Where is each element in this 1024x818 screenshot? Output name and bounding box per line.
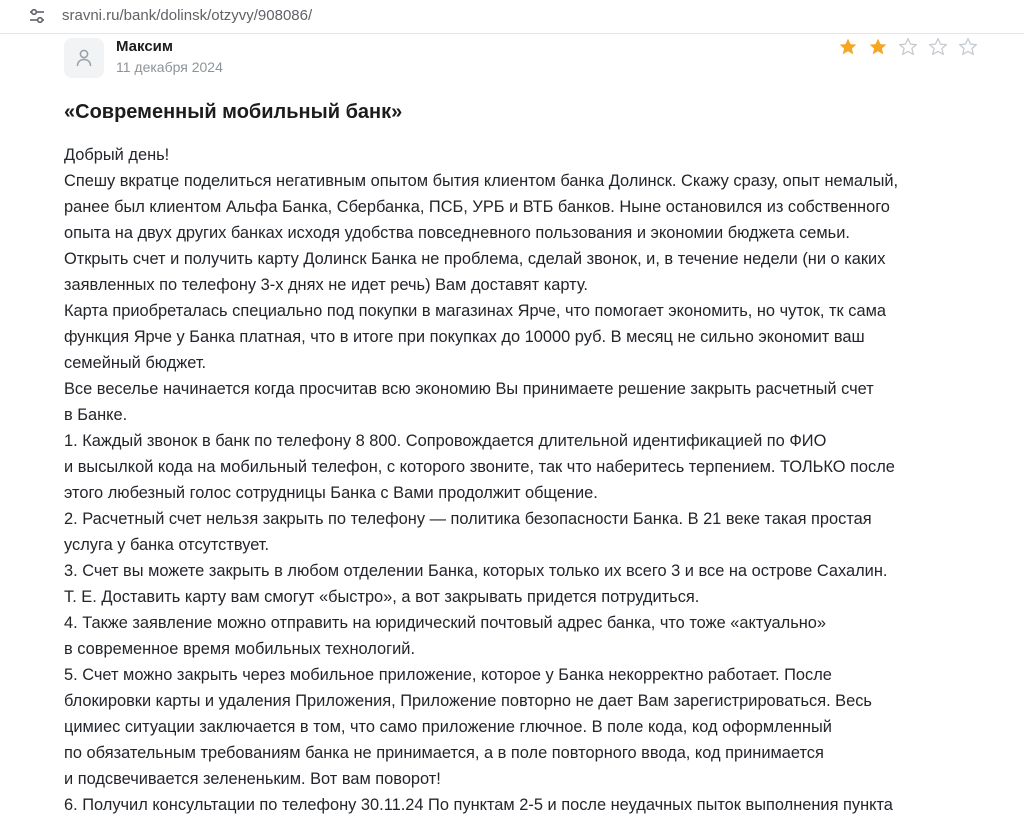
review-text-line: услуга у банка отсутствует.	[64, 536, 270, 554]
review-text-line: Открыть счет и получить карту Долинск Банка не проблема, сделай звонок, и, в течение недели (ни о каких	[64, 250, 886, 268]
review-text-line: этого любезный голос сотрудницы Банка с Вами продолжит общение.	[64, 484, 598, 502]
address-bar[interactable]	[0, 0, 1024, 34]
review-text-line: семейный бюджет.	[64, 354, 207, 372]
review-text-line: по обязательным требованиям банка не принимается, а в поле повторного ввода, код принимается	[64, 744, 824, 762]
review-text-line: опыта на двух других банках исходя удобства повседневного пользования и экономии бюджета семьи.	[64, 224, 850, 242]
review-text-line: и высылкой кода на мобильный телефон, с которого звоните, так что наберитесь терпением. ТОЛЬКО после	[64, 458, 895, 476]
star-empty-icon	[928, 37, 948, 57]
review-text-line: функция Ярче у Банка платная, что в итоге при покупках до 10000 руб. В месяц не сильно экономит ваш	[64, 328, 865, 346]
user-icon	[75, 48, 93, 68]
review-text-line: 4. Также заявление можно отправить на юридический почтовый адрес банка, что тоже «актуально»	[64, 614, 827, 632]
author-name: Максим	[116, 38, 173, 55]
star-filled-icon	[868, 37, 888, 57]
review-text-line: цимиес ситуации заключается в том, что само приложение глючное. В поле кода, код оформленный	[64, 718, 832, 736]
avatar	[64, 38, 104, 78]
review-text-line: 6. Получил консультации по телефону 30.11.24 По пунктам 2-5 и после неудачных пыток выполнения пункта	[64, 796, 893, 814]
review-text-line: в современное время мобильных технологий.	[64, 640, 416, 658]
review-text	[64, 142, 994, 818]
review-text-line: блокировки карты и удаления Приложения, Приложение повторно не дает Вам зарегистрироваться. Весь	[64, 692, 872, 710]
review-text-line: Спешу вкратце поделиться негативным опытом бытия клиентом банка Долинск. Скажу сразу, опыт немалый,	[64, 172, 899, 190]
review-text-line: в Банке.	[64, 406, 128, 424]
review-text-line: заявленных по телефону 3-х днях не идет речь) Вам доставят карту.	[64, 276, 588, 294]
review-text-line: 3. Счет вы можете закрыть в любом отделении Банка, которых только их всего 3 и все на острове Сахалин.	[64, 562, 888, 580]
review-card	[32, 34, 1024, 814]
star-rating	[838, 37, 988, 57]
review-text-line: ранее был клиентом Альфа Банка, Сбербанка, ПСБ, УРБ и ВТБ банков. Ныне остановился из собственного	[64, 198, 890, 216]
star-empty-icon	[958, 37, 978, 57]
tune-icon[interactable]	[28, 7, 46, 25]
review-text-line: 1. Каждый звонок в банк по телефону 8 800. Сопровождается длительной идентификацией по ФИО	[64, 432, 827, 450]
review-title: «Современный мобильный банк»	[64, 101, 403, 123]
star-filled-icon	[838, 37, 858, 57]
star-empty-icon	[898, 37, 918, 57]
review-text-line: Карта приобреталась специально под покупки в магазинах Ярче, что помогает экономить, но чуток, тк сама	[64, 302, 886, 320]
review-text-line: 5. Счет можно закрыть через мобильное приложение, которое у Банка некорректно работает. После	[64, 666, 832, 684]
review-text-line: и подсвечивается зелененьким. Вот вам поворот!	[64, 770, 441, 788]
review-date: 11 декабря 2024	[116, 59, 223, 75]
review-text-line: Все веселье начинается когда просчитав всю экономию Вы принимаете решение закрыть расчетный счет	[64, 380, 874, 398]
review-text-line: 2. Расчетный счет нельзя закрыть по телефону — политика безопасности Банка. В 21 веке такая простая	[64, 510, 872, 528]
url-text[interactable]: sravni.ru/bank/dolinsk/otzyvy/908086/	[62, 7, 313, 24]
review-text-line: Добрый день!	[64, 146, 170, 164]
review-text-line: Т. Е. Доставить карту вам смогут «быстро», а вот закрывать придется потрудиться.	[64, 588, 700, 606]
